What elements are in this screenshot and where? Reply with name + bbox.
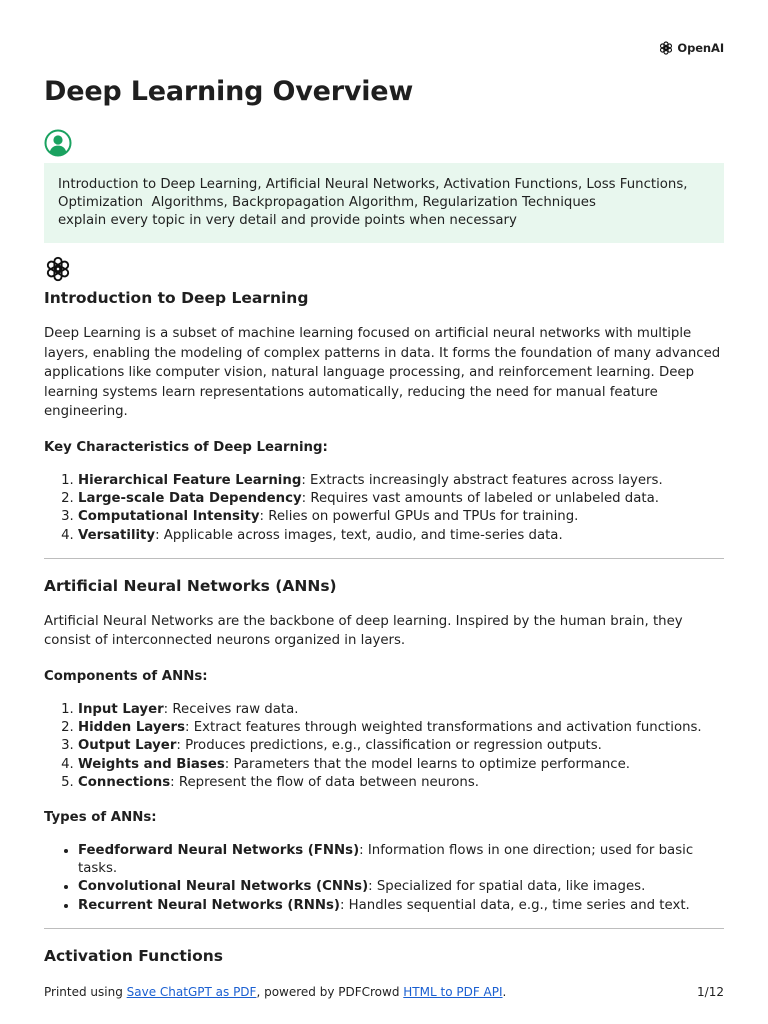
section-divider: [44, 558, 724, 559]
item-term: Convolutional Neural Networks (CNNs): [78, 879, 369, 895]
item-text: : Produces predictions, e.g., classification or regression outputs.: [176, 738, 602, 754]
list-item: [78, 527, 724, 545]
item-text: : Applicable across images, text, audio, and time-series data.: [155, 527, 563, 543]
brand-name: OpenAI: [677, 41, 724, 55]
item-term: Computational Intensity: [78, 509, 260, 525]
user-avatar-icon: [44, 129, 72, 157]
item-term: Weights and Biases: [78, 756, 225, 772]
item-term: Hierarchical Feature Learning: [78, 472, 302, 488]
footer-credit: [44, 985, 506, 999]
section-paragraph: Deep Learning is a subset of machine learning focused on artificial neural networks with multiple layers, enabling the modeling of complex patterns in data. It forms the foundation of many advanced applications like computer vision, natural language processing, and reinforcement learning. Deep learning systems learn representations automatically, reducing the need for manual feature engineering.: [44, 326, 721, 420]
item-term: Recurrent Neural Networks (RNNs): [78, 897, 340, 913]
subheading: Key Characteristics of Deep Learning:: [44, 439, 328, 455]
assistant-response: [44, 287, 724, 967]
section-divider: [44, 928, 724, 929]
item-text: : Parameters that the model learns to optimize performance.: [224, 756, 631, 772]
prompt-line: explain every topic in very detail and provide points when necessary: [58, 212, 517, 228]
list-item: [78, 842, 724, 878]
page-number: 1/12: [697, 985, 724, 999]
item-text: : Specialized for spatial data, like images.: [368, 879, 646, 895]
item-text: : Handles sequential data, e.g., time series and text.: [339, 897, 690, 913]
footer-suffix: .: [502, 985, 507, 999]
item-text: : Represent the flow of data between neurons.: [170, 774, 479, 790]
subheading: Types of ANNs:: [44, 809, 157, 825]
prompt-line: Introduction to Deep Learning, Artificial Neural Networks, Activation Functions, Loss Functions,: [58, 177, 688, 192]
openai-logo-icon: [658, 40, 674, 56]
item-term: Large-scale Data Dependency: [78, 491, 302, 507]
list-item: [78, 878, 724, 896]
section-paragraph: Artificial Neural Networks are the backbone of deep learning. Inspired by the human brain, they consist of interconnected neurons organized in layers.: [44, 613, 683, 649]
list-item: [78, 490, 724, 508]
list-item: [78, 737, 724, 755]
item-text: : Extract features through weighted transformations and activation functions.: [185, 720, 702, 736]
print-footer: [44, 985, 724, 999]
prompt-line: Optimization Algorithms, Backpropagation Algorithm, Regularization Techniques: [58, 194, 596, 210]
item-text: : Relies on powerful GPUs and TPUs for training.: [259, 509, 579, 525]
item-term: Versatility: [78, 527, 156, 543]
openai-brand: [658, 40, 724, 56]
item-text: : Receives raw data.: [163, 701, 299, 717]
item-term: Connections: [78, 774, 171, 790]
html-to-pdf-api-link[interactable]: HTML to PDF API: [403, 985, 503, 999]
item-text: : Extracts increasingly abstract features across layers.: [301, 472, 663, 488]
list-item: [78, 508, 724, 526]
section-heading: Activation Functions: [44, 946, 223, 965]
item-term: Feedforward Neural Networks (FNNs): [78, 842, 360, 858]
list-item: [78, 472, 724, 490]
subheading: Components of ANNs:: [44, 668, 208, 684]
components-list: [44, 701, 724, 792]
section-heading: Artificial Neural Networks (ANNs): [44, 576, 337, 595]
list-item: [78, 719, 724, 737]
footer-middle: , powered by PDFCrowd: [256, 985, 404, 999]
list-item: [78, 774, 724, 792]
characteristics-list: [44, 472, 724, 545]
page-title: Deep Learning Overview: [44, 76, 414, 107]
item-text: : Requires vast amounts of labeled or unlabeled data.: [301, 491, 659, 507]
types-list: [44, 842, 724, 915]
section-heading: Introduction to Deep Learning: [44, 289, 309, 307]
item-term: Output Layer: [78, 738, 177, 754]
user-prompt: [44, 163, 724, 243]
save-chatgpt-pdf-link[interactable]: Save ChatGPT as PDF: [126, 985, 257, 999]
list-item: [78, 897, 724, 915]
document-page: [44, 0, 724, 1024]
footer-prefix: Printed using: [44, 985, 127, 999]
list-item: [78, 756, 724, 774]
list-item: [78, 701, 724, 719]
item-text: : Information flows in one direction; used for basic tasks.: [78, 842, 694, 877]
chatgpt-logo-icon: [44, 255, 72, 283]
item-term: Hidden Layers: [78, 720, 186, 736]
item-term: Input Layer: [78, 701, 164, 717]
